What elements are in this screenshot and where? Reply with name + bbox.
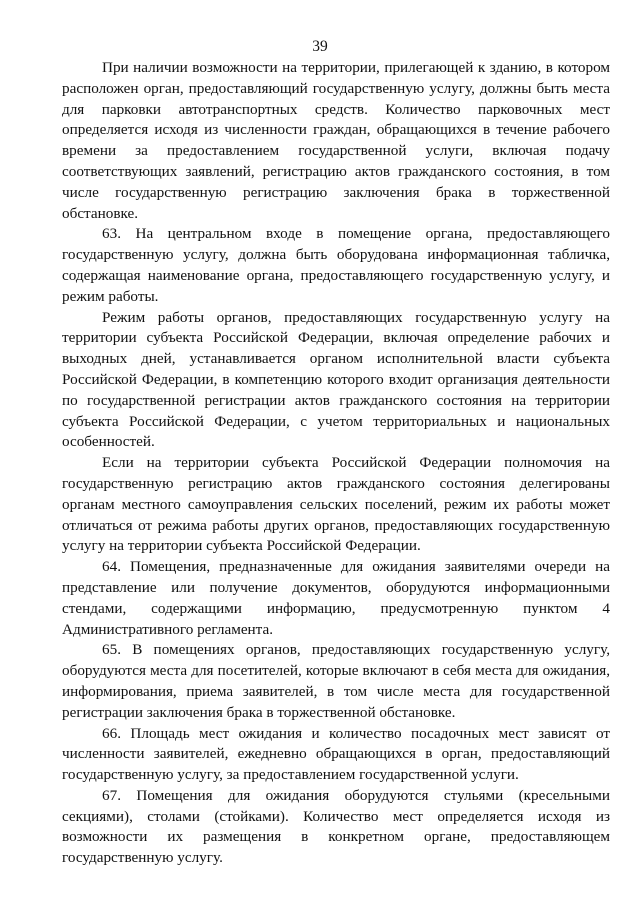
paragraph-66-waiting-area: 66. Площадь мест ожидания и количество посадочных мест зависят от численности заявителей, ежедневно обращающихся в орган, предоставляющий государственную услугу, за предоставлением государственной услуги. [62,724,610,784]
document-body [62,58,610,869]
paragraph-64-waiting-rooms: 64. Помещения, предназначенные для ожидания заявителями очереди на представление или получение документов, оборудуются информационными стендами, содержащими информацию, предусмотренную пунктом 4 Административного регламента. [62,558,610,638]
paragraph-work-schedule: Режим работы органов, предоставляющих государственную услугу на территории субъекта Российской Федерации, включая определение рабочих и выходных дней, устанавливается органом исполнительной власти субъекта Российской Федерации, в компетенцию которого входит организация деятельности по государственной регистрации актов гражданского состояния на территории субъекта Российской Федерации, с учетом территориальных и национальных особенностей. [62,308,610,451]
page-number: 39 [312,38,328,55]
paragraph-65-visitor-places: 65. В помещениях органов, предоставляющих государственную услугу, оборудуются места для посетителей, которые включают в себя места для ожидания, информирования, приема заявителей, в том числе места для государственной регистрации заключения брака в торжественной обстановке. [62,641,610,721]
paragraph-67-furniture: 67. Помещения для ожидания оборудуются стульями (кресельными секциями), столами (стойками). Количество мест определяется исходя из возможности их размещения в конкретном органе, предоставляющем государственную услугу. [62,786,610,867]
paragraph-63-entrance-sign: 63. На центральном входе в помещение органа, предоставляющего государственную услугу, должна быть оборудована информационная табличка, содержащая наименование органа, предоставляющего государственную услугу, и режим работы. [62,225,610,305]
paragraph-parking: При наличии возможности на территории, прилегающей к зданию, в котором расположен орган, предоставляющий государственную услугу, должны быть места для парковки автотранспортных средств. Количество парковочных мест определяется исходя из численности граждан, обращающихся в течение рабочего времени за предоставлением государственной услуги, включая подачу соответствующих заявлений, регистрацию актов гражданского состояния, в том числе государственную регистрацию заключения брака в торжественной обстановке. [62,59,610,222]
paragraph-delegated-powers: Если на территории субъекта Российской Федерации полномочия на государственную регистрацию актов гражданского состояния делегированы органам местного самоуправления сельских поселений, режим их работы может отличаться от режима работы других органов, предоставляющих государственную услугу на территории субъекта Российской Федерации. [62,454,610,555]
